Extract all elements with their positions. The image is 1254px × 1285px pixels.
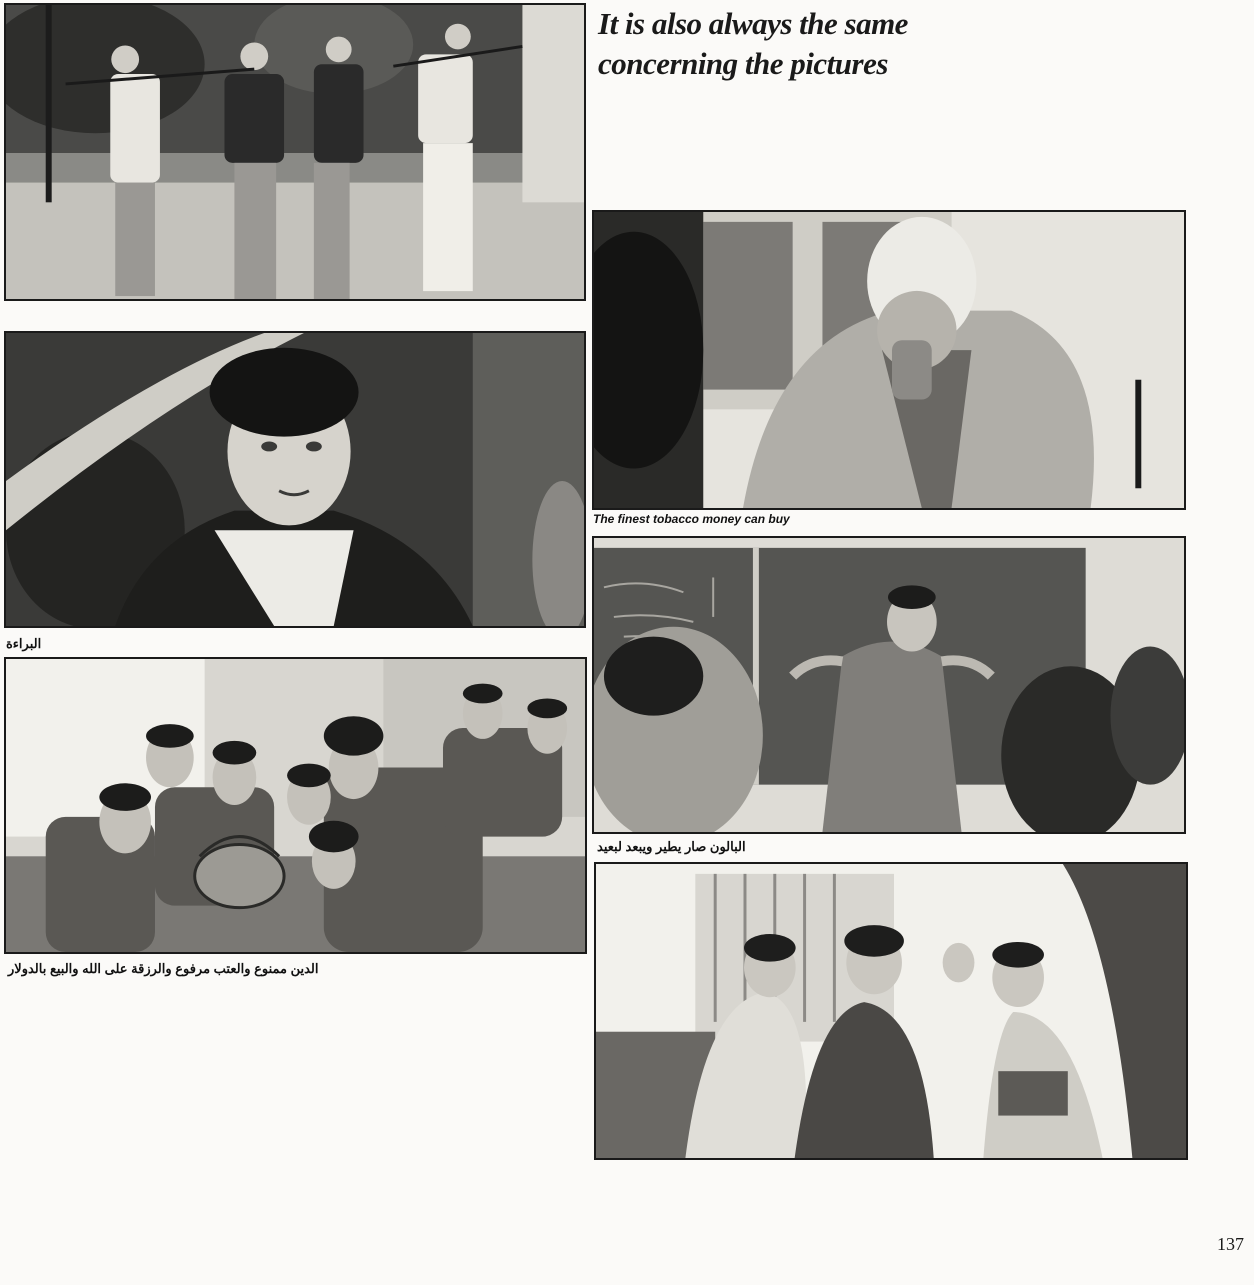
heading-line-2: concerning the pictures [598,46,888,81]
page-number: 137 [1217,1234,1244,1254]
heading-line-1: It is also always the same [598,6,908,41]
group-basket-caption: الدين ممنوع والعتب مرفوع والرزقة على الله والبيع بالدولار [8,961,319,976]
teacher-smoking-photo [592,210,1186,510]
archery-photo [4,3,586,301]
portrait-caption: البراءة [6,636,42,651]
teacher-blackboard-photo [592,536,1186,834]
teacher-smoking-caption: The finest tobacco money can buy [593,512,790,526]
teacher-blackboard-caption: البالون صار يطير ويبعد لبعيد [597,839,746,854]
page-heading [598,4,1218,84]
group-basket-photo [4,657,587,954]
portrait-photo [4,331,586,628]
students-courtyard-photo [594,862,1188,1160]
